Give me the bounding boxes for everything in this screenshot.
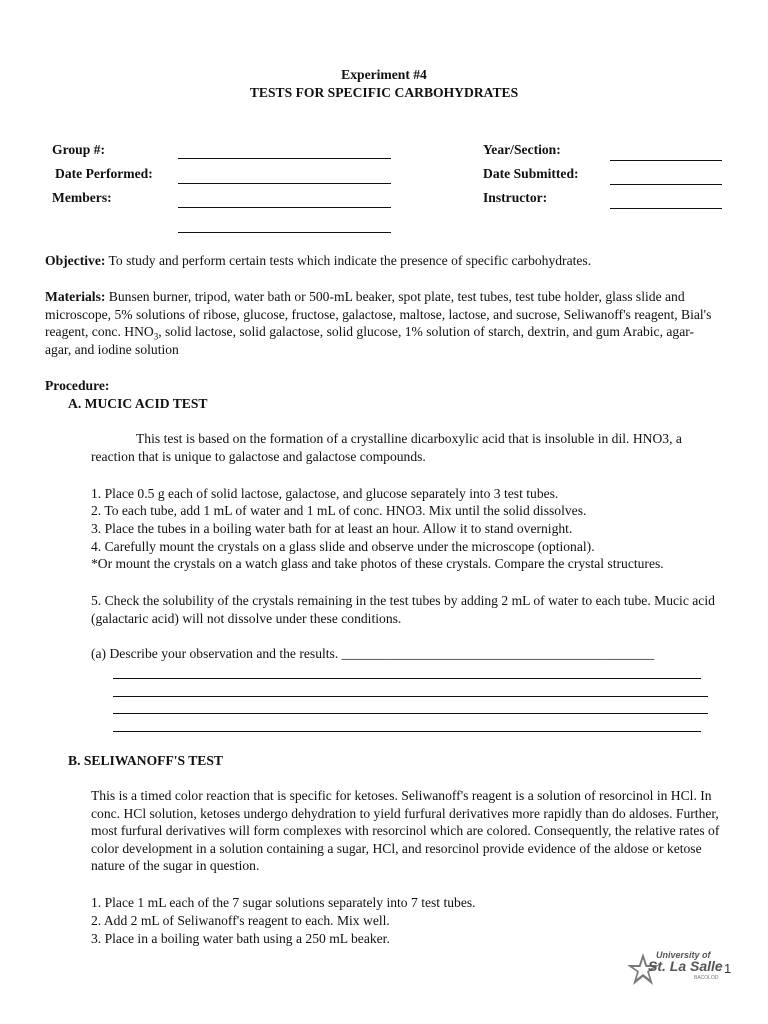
year-section-label: Year/Section: [483,142,561,157]
logo-line-2: St. La Salle [648,958,723,974]
year-section-blank[interactable] [610,160,722,161]
section-b-step-3: 3. Place in a boiling water bath using a 250 mL beaker. [91,931,390,946]
members-blank-1[interactable] [178,207,391,208]
section-a-heading: A. MUCIC ACID TEST [68,396,208,411]
date-submitted-label: Date Submitted: [483,166,579,181]
section-a-step-4-note: *Or mount the crystals on a watch glass and take photos of these crystals. Compare the crystal structures. [91,556,664,571]
question-a: (a) Describe your observation and the results. ______________________________________________ [91,646,655,661]
logo-line-3: BACOLOD [694,975,719,981]
members-blank-2[interactable] [178,232,391,233]
date-performed-blank[interactable] [178,183,391,184]
section-a-intro: This test is based on the formation of a crystalline dicarboxylic acid that is insoluble in dil. HNO3, a reaction that is unique to galactose and galactose compounds. [91,431,682,464]
materials [45,288,717,358]
objective-text: To study and perform certain tests which indicate the presence of specific carbohydrates. [105,253,592,268]
materials-label: Materials: [45,289,106,304]
materials-subscript: 3 [153,331,159,342]
section-a-step-5: 5. Check the solubility of the crystals remaining in the test tubes by adding 2 mL of water to each tube. Mucic acid (galactaric acid) will not dissolve under these conditions. [91,593,715,626]
group-label: Group #: [52,142,106,157]
objective [45,252,725,270]
section-b-heading: B. SELIWANOFF'S TEST [68,753,223,768]
section-b-step-1: 1. Place 1 mL each of the 7 sugar solutions separately into 7 test tubes. [91,895,476,910]
logo-line-1: University of [656,950,711,960]
materials-text-b: , solid lactose, solid galactose, solid glucose, 1% solution of starch, dextrin, and gum Arabic, agar-agar, and iodine solution [45,324,695,357]
section-a-step-1: 1. Place 0.5 g each of solid lactose, galactose, and glucose separately into 3 test tubes. [91,486,559,501]
instructor-blank[interactable] [610,208,722,209]
section-a-step-2: 2. To each tube, add 1 mL of water and 1 mL of conc. HNO3. Mix until the solid dissolves. [91,503,587,518]
answer-line-4[interactable] [113,731,701,732]
answer-line-3[interactable] [113,713,708,714]
answer-line-1[interactable] [113,678,701,679]
date-submitted-blank[interactable] [610,184,722,185]
university-logo [626,950,736,990]
experiment-number: Experiment #4 [341,67,427,82]
page-title: TESTS FOR SPECIFIC CARBOHYDRATES [249,85,519,100]
members-label: Members: [52,190,112,205]
section-b-intro: This is a timed color reaction that is specific for ketoses. Seliwanoff's reagent is a solution of resorcinol in HCl. In conc. HCl solution, ketoses undergo dehydration to yield furfural derivatives more rapidly than do aldoses. Further, most furfural derivatives will form complexes with resorcinol which are colored. Consequently, the relative rates of color development in a solution containing a sugar, HCl, and resorcinol provide evidence of the aldose or ketose nature of the sugar in question. [91,788,720,874]
section-a-step-4: 4. Carefully mount the crystals on a glass slide and observe under the microscope (optional). [91,539,595,554]
objective-label: Objective: [45,253,106,268]
section-b-step-2: 2. Add 2 mL of Seliwanoff's reagent to each. Mix well. [91,913,390,928]
section-a-step-3: 3. Place the tubes in a boiling water bath for at least an hour. Allow it to stand overnight. [91,521,573,536]
group-blank[interactable] [178,158,391,159]
materials-text-a: Bunsen burner, tripod, water bath or 500-mL beaker, spot plate, test tubes, test tube holder, glass slide and microscope, 5% solutions of ribose, glucose, fructose, galactose, maltose, lactose, and sucrose, Seliwanoff's reagent, Bial's reagent, conc. HNO [45,289,712,340]
page-number: 1 [724,961,732,976]
procedure-label: Procedure: [45,378,110,393]
answer-line-2[interactable] [113,696,708,697]
date-performed-label: Date Performed: [55,166,153,181]
instructor-label: Instructor: [483,190,548,205]
